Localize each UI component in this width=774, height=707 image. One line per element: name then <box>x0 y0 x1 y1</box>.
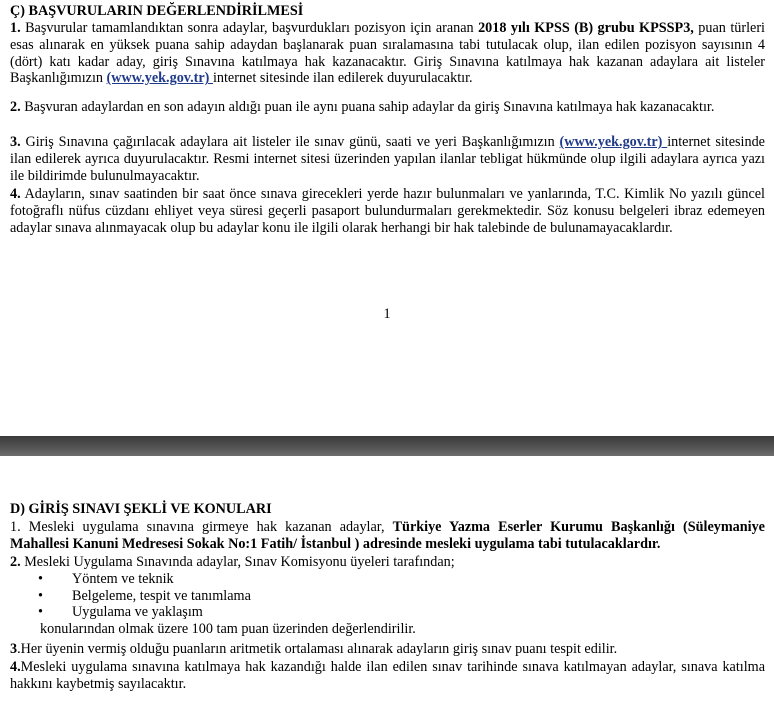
bullet-icon: • <box>38 587 43 604</box>
topic-list <box>10 571 765 621</box>
paragraph-text: .Her üyenin vermiş olduğu puanların aritmetik ortalaması alınarak adayların giriş sınav puanı tespit edilir. <box>17 641 618 657</box>
paragraph-text: Giriş Sınavına çağırılacak adaylara ait listeler ile sınav günü, saati ve yeri Başkanlığımızın <box>20 134 560 150</box>
paragraph-text: Başvurular tamamlandıktan sonra adaylar, başvurdukları pozisyon için aranan <box>20 20 479 36</box>
section-heading-c: Ç) BAŞVURULARIN DEĞERLENDİRİLMESİ <box>10 3 304 19</box>
item-number: 2. <box>10 554 21 570</box>
paragraph-text: Başvuran adaylardan en son adayın aldığı puan ile aynı puana sahip adaylar da giriş Sınavına katılmaya hak kazanacaktır. <box>20 99 715 115</box>
list-item <box>10 604 765 621</box>
bold-text: 2018 yılı KPSS (B) grubu KPSSP3, <box>478 20 694 36</box>
item-number: 1 <box>10 519 18 535</box>
paragraph-text: internet sitesinde ilan edilerek ayrıca duyurulacaktır. Resmi internet sitesi üzerinden yapılan ilanlar tebligat hükmünde olup ilgili adaylara ayrıca yazı ile bildirimde bulunulmayacaktır. <box>10 134 765 184</box>
paragraph-d-3 <box>10 641 765 658</box>
paragraph-text: konularından olmak üzere 100 tam puan üzerinden değerlendirilir. <box>40 621 416 638</box>
paragraph-d-1 <box>10 519 765 553</box>
item-number: 1. <box>10 20 21 36</box>
website-link[interactable]: (www.yek.gov.tr) <box>106 70 213 87</box>
paragraph-text: Mesleki Uygulama Sınavında adaylar, Sınav Komisyonu üyeleri tarafından; <box>20 554 455 570</box>
paragraph-text: . Mesleki uygulama sınavına girmeye hak kazanan adaylar, <box>17 519 393 535</box>
list-item <box>10 588 765 605</box>
list-item-text: Uygulama ve yaklaşım <box>72 604 203 621</box>
bullet-icon: • <box>38 570 43 587</box>
list-item <box>10 571 765 588</box>
section-heading-d: D) GİRİŞ SINAVI ŞEKLİ VE KONULARI <box>10 501 272 517</box>
paragraph-text: puan türleri esas alınarak en yüksek puana sahip adaydan başlanarak puan sıralamasına tabi tutulacak olup, ilan edilen pozisyon sayısının 4 (dört) katı kadar aday, giriş Sınavına katılmaya hak kazanacaktır. Giriş Sınavına katılmaya hak kazanan adaylara ait listeler Başkanlığımızın <box>10 20 765 87</box>
website-link[interactable]: (www.yek.gov.tr) <box>559 134 668 150</box>
page-separator <box>0 436 774 456</box>
bold-text: Türkiye Yazma Eserler Kurumu Başkanlığı (Süleymaniye Mahallesi Kanuni Medresesi Sokak No:1 Fatih/ İstanbul ) adresinde mesleki uygulama tabi tutulacaklardır. <box>10 519 765 552</box>
paragraph-text: Mesleki uygulama sınavına katılmaya hak kazandığı halde ilan edilen sınav tarihinde sınava katılmayan adaylar, sınava katılma hakkını kaybetmiş sayılacaktır. <box>10 659 765 692</box>
bullet-icon: • <box>38 604 43 621</box>
list-item-text: Belgeleme, tespit ve tanımlama <box>72 587 251 604</box>
paragraph-c-3 <box>10 134 765 184</box>
item-number: 2. <box>10 99 21 115</box>
paragraph-c-4 <box>10 186 765 236</box>
item-number: 3. <box>10 134 21 150</box>
item-number: 4. <box>10 186 21 202</box>
item-number: 4. <box>10 659 21 675</box>
paragraph-c-2 <box>10 99 765 116</box>
document-page-2 <box>0 456 774 707</box>
paragraph-text: internet sitesinde ilan edilerek duyurulacaktır. <box>212 70 473 87</box>
paragraph-text: Adayların, sınav saatinden bir saat önce sınava girecekleri yerde hazır bulunmaları ve yanlarında, T.C. Kimlik No yazılı güncel fotoğraflı nüfus cüzdanı ehliyet veya süresi geçerli pasaport bulundurmaları gerekmektedir. Söz konusu belgeleri ibraz edemeyen adaylar sınava alınmayacak olup bu adaylar konu ile ilgili olarak herhangi bir hak talebinde de bulunamayacaklardır. <box>10 186 765 236</box>
item-number: 3 <box>10 641 18 657</box>
list-item-text: Yöntem ve teknik <box>72 570 174 587</box>
paragraph-c-1 <box>10 20 765 87</box>
page-number: 1 <box>383 306 391 322</box>
paragraph-d-2 <box>10 554 765 638</box>
paragraph-d-4 <box>10 659 765 693</box>
